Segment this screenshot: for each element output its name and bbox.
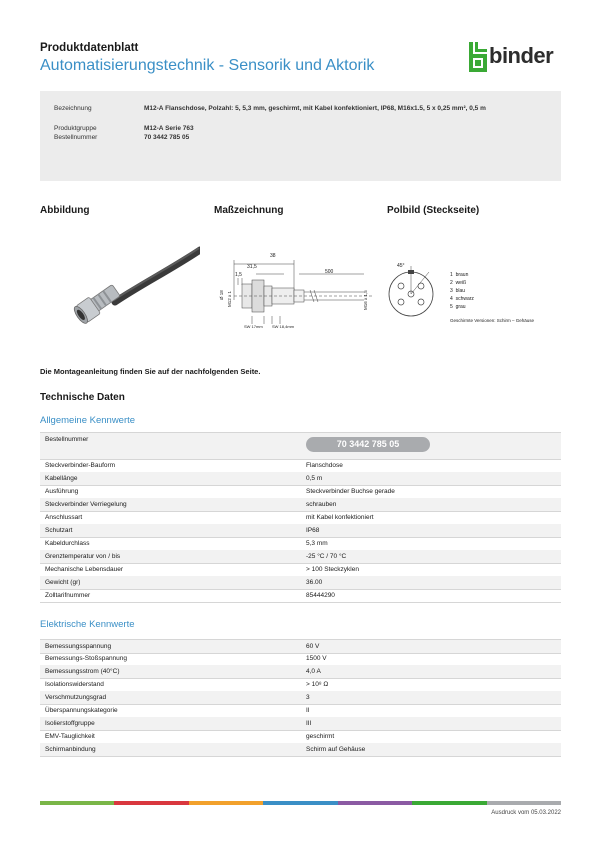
dim-500: 500: [325, 269, 334, 275]
order-number-badge: 70 3442 785 05: [306, 437, 430, 452]
dim-38: 38: [270, 253, 276, 259]
table-row: [40, 432, 561, 460]
spec-value: II: [306, 707, 310, 714]
footer-segment: [263, 801, 337, 805]
dim-m16: M16 x 1,5: [363, 290, 368, 310]
product-info-box: [40, 91, 561, 181]
dim-31-5: 31,5: [247, 264, 257, 270]
spec-label: Ausführung: [45, 488, 79, 495]
spec-value: 5,3 mm: [306, 540, 328, 547]
spec-label: Mechanische Lebensdauer: [45, 566, 124, 573]
document-title: Produktdatenblatt: [40, 42, 139, 54]
footer-color-bar: [40, 801, 561, 805]
spec-value: schrauben: [306, 501, 337, 508]
spec-label: Bemessungs-Stoßspannung: [45, 655, 128, 662]
pin-color: blau: [455, 288, 466, 294]
spec-value: Steckverbinder Buchse gerade: [306, 488, 395, 495]
logo-text: binder: [489, 43, 554, 68]
table-row: [40, 589, 561, 603]
spec-label: EMV-Tauglichkeit: [45, 733, 95, 740]
spec-value: 3: [306, 694, 310, 701]
pin-legend-item: [450, 279, 474, 287]
spec-value: > 10⁸ Ω: [306, 681, 329, 688]
table-row: [40, 459, 561, 473]
table-row: [40, 743, 561, 757]
footer-segment: [338, 801, 412, 805]
spec-value: geschirmt: [306, 733, 335, 740]
table-row: [40, 550, 561, 564]
footer-segment: [487, 801, 561, 805]
pin-color: weiß: [455, 280, 467, 286]
spec-label: Kabellänge: [45, 475, 78, 482]
info-value: M12-A Flanschdose, Polzahl: 5, 5,3 mm, geschirmt, mit Kabel konfektioniert, IP68, M16x1.5, 5 x 0,25 mm², 0,5 m: [144, 105, 486, 112]
spec-label: Isolationswiderstand: [45, 681, 104, 688]
pin-number: 2: [450, 280, 453, 286]
pin-color: schwarz: [455, 296, 474, 302]
spec-value: mit Kabel konfektioniert: [306, 514, 374, 521]
spec-value: 4,0 A: [306, 668, 321, 675]
table-row: [40, 652, 561, 666]
info-value: 70 3442 785 05: [144, 134, 190, 141]
pin-number: 3: [450, 288, 453, 294]
spec-label: Grenztemperatur von / bis: [45, 553, 121, 560]
pin-color: grau: [455, 304, 466, 310]
dim-1-5: 1,5: [235, 272, 242, 278]
product-photo: [40, 240, 200, 345]
table-row: [40, 511, 561, 525]
pin-legend-item: [450, 295, 474, 303]
dim-sw17: SW 17mm: [244, 324, 263, 329]
dim-sw18: SW 18,4mm: [272, 324, 295, 329]
electrical-specs-heading: Elektrische Kennwerte: [40, 619, 135, 630]
footer-segment: [412, 801, 486, 805]
spec-label: Schirmanbindung: [45, 746, 96, 753]
table-row: [40, 704, 561, 718]
pin-legend-item: [450, 303, 474, 311]
spec-label: Bemessungsspannung: [45, 643, 112, 650]
abbildung-heading: Abbildung: [40, 205, 90, 216]
spec-label: Steckverbinder-Bauform: [45, 462, 116, 469]
print-date: Ausdruck vom 05.03.2022: [491, 810, 561, 816]
spec-label: Zolltarifnummer: [45, 592, 91, 599]
table-row: [40, 665, 561, 679]
pin-note: Geschirmte Versionen: Schirm – Gehäuse: [450, 318, 535, 323]
table-row: [40, 485, 561, 499]
spec-value: 0,5 m: [306, 475, 323, 482]
spec-label: Kabeldurchlass: [45, 540, 90, 547]
pin-legend: [450, 271, 474, 311]
binder-logo-mark-icon: [467, 41, 489, 73]
spec-value: Flanschdose: [306, 462, 343, 469]
pin-color: braun: [455, 272, 469, 278]
spec-label: Verschmutzungsgrad: [45, 694, 107, 701]
assembly-note: Die Montageanleitung finden Sie auf der nachfolgenden Seite.: [40, 367, 261, 376]
footer-segment: [114, 801, 188, 805]
spec-value: 1500 V: [306, 655, 327, 662]
dimension-drawing: [214, 250, 374, 335]
spec-value: 36.00: [306, 579, 323, 586]
dim-phi18: Ø 18: [219, 290, 224, 300]
table-row: [40, 524, 561, 538]
general-specs-heading: Allgemeine Kennwerte: [40, 415, 136, 426]
pin-number: 1: [450, 272, 453, 278]
binder-logo: [467, 41, 567, 73]
spec-label: Überspannungskategorie: [45, 707, 118, 714]
pin-diagram: [383, 262, 443, 322]
polbild-heading: Polbild (Steckseite): [387, 205, 480, 216]
pin-legend-item: [450, 287, 474, 295]
spec-value: Schirm auf Gehäuse: [306, 746, 366, 753]
spec-value: 85444290: [306, 592, 335, 599]
pin-number: 4: [450, 296, 453, 302]
table-row: [40, 717, 561, 731]
spec-label: Anschlussart: [45, 514, 83, 521]
spec-label: Steckverbinder Verriegelung: [45, 501, 127, 508]
spec-label: Schutzart: [45, 527, 73, 534]
info-label: Produktgruppe: [54, 125, 97, 132]
spec-label: Gewicht (gr): [45, 579, 81, 586]
spec-label: Isolierstoffgruppe: [45, 720, 95, 727]
spec-value: > 100 Steckzyklen: [306, 566, 359, 573]
dim-m12: M12 x 1: [227, 290, 232, 307]
tech-data-heading: Technische Daten: [40, 392, 125, 403]
table-row: [40, 537, 561, 551]
table-row: [40, 730, 561, 744]
info-label: Bezeichnung: [54, 105, 92, 112]
table-row: [40, 691, 561, 705]
info-label: Bestellnummer: [54, 134, 98, 141]
pin-legend-item: [450, 271, 474, 279]
pin-number: 5: [450, 304, 453, 310]
spec-label: Bemessungsstrom (40°C): [45, 668, 120, 675]
table-row: [40, 576, 561, 590]
masszeichnung-heading: Maßzeichnung: [214, 205, 284, 216]
table-row: [40, 678, 561, 692]
footer-segment: [189, 801, 263, 805]
info-value: M12-A Serie 763: [144, 125, 194, 132]
pin-angle: 45°: [397, 263, 405, 269]
footer-segment: [40, 801, 114, 805]
spec-value: -25 °C / 70 °C: [306, 553, 347, 560]
table-row: [40, 498, 561, 512]
document-subtitle: Automatisierungstechnik - Sensorik und Aktorik: [40, 57, 375, 74]
spec-value: 60 V: [306, 643, 320, 650]
spec-label: Bestellnummer: [45, 436, 89, 443]
spec-value: III: [306, 720, 312, 727]
spec-value: IP68: [306, 527, 320, 534]
table-row: [40, 563, 561, 577]
table-row: [40, 472, 561, 486]
